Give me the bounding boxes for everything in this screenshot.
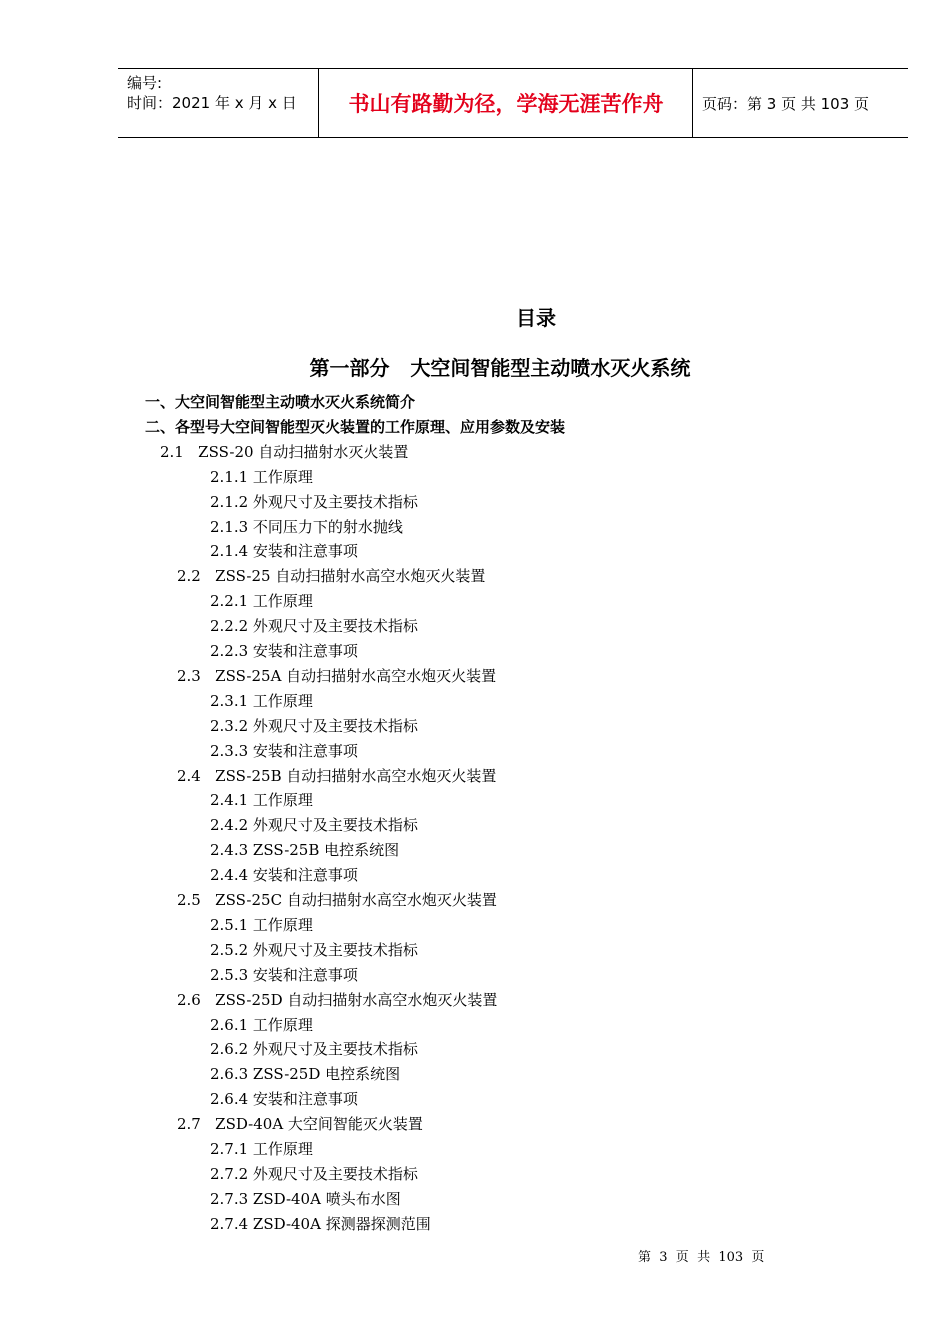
header-meta — [127, 73, 297, 113]
toc-subsection: 2.3.2 外观尺寸及主要技术指标 — [210, 716, 418, 735]
header-divider — [318, 69, 319, 137]
toc-subsection: 2.7.1 工作原理 — [210, 1140, 313, 1158]
page-footer: 第 3 页 共 103 页 — [638, 1250, 765, 1265]
toc-subsection: 2.2.3 安装和注意事项 — [210, 642, 358, 660]
header-number-label: 编号: — [127, 74, 163, 92]
toc-chapter: 2.7 ZSD-40A 大空间智能灭火装置 — [177, 1115, 423, 1134]
toc-chapter: 2.5 ZSS-25C 自动扫描射水高空水炮灭火装置 — [177, 891, 497, 909]
toc-subsection: 2.4.1 工作原理 — [210, 791, 313, 810]
toc-subsection: 2.1.3 不同压力下的射水抛线 — [210, 517, 403, 536]
toc-subsection: 2.5.3 安装和注意事项 — [210, 965, 358, 984]
toc-subsection: 2.3.1 工作原理 — [210, 691, 313, 710]
toc-subsection: 2.4.2 外观尺寸及主要技术指标 — [210, 816, 418, 835]
toc-chapter: 2.1 ZSS-20 自动扫描射水灭火装置 — [160, 442, 409, 461]
toc-subsection: 2.7.3 ZSD-40A 喷头布水图 — [210, 1189, 401, 1208]
toc-subsection: 2.5.1 工作原理 — [210, 915, 313, 934]
page-header — [118, 68, 908, 138]
toc-subsection: 2.7.2 外观尺寸及主要技术指标 — [210, 1164, 418, 1183]
toc-subsection: 2.1.4 安装和注意事项 — [210, 542, 358, 561]
toc-subsection: 2.6.1 工作原理 — [210, 1015, 313, 1034]
toc-section: 一、大空间智能型主动喷水灭火系统简介 — [145, 393, 416, 411]
toc-subsection: 2.5.2 外观尺寸及主要技术指标 — [210, 940, 418, 959]
toc-subsection: 2.6.2 外观尺寸及主要技术指标 — [210, 1040, 418, 1059]
toc-subsection: 2.4.3 ZSS-25B 电控系统图 — [210, 841, 400, 860]
toc-chapter: 2.3 ZSS-25A 自动扫描射水高空水炮灭火装置 — [177, 666, 497, 685]
part-title: 第一部分 大空间智能型主动喷水灭火系统 — [309, 356, 691, 380]
toc-chapter: 2.2 ZSS-25 自动扫描射水高空水炮灭火装置 — [177, 567, 486, 586]
toc-subsection: 2.1.2 外观尺寸及主要技术指标 — [210, 492, 418, 511]
header-motto: 书山有路勤为径，学海无涯苦作舟 — [348, 92, 664, 116]
header-divider — [692, 69, 693, 137]
toc-section: 二、各型号大空间智能型灭火装置的工作原理、应用参数及安装 — [145, 417, 566, 436]
toc-subsection: 2.7.4 ZSD-40A 探测器探测范围 — [210, 1214, 431, 1233]
toc-title: 目录 — [516, 306, 556, 330]
toc-subsection: 2.1.1 工作原理 — [210, 467, 313, 486]
toc-subsection: 2.3.3 安装和注意事项 — [210, 741, 358, 760]
toc-chapter: 2.6 ZSS-25D 自动扫描射水高空水炮灭火装置 — [177, 990, 498, 1009]
toc-subsection: 2.4.4 安装和注意事项 — [210, 866, 358, 885]
toc-subsection: 2.2.1 工作原理 — [210, 592, 313, 611]
toc-subsection: 2.6.4 安装和注意事项 — [210, 1090, 358, 1109]
toc-subsection: 2.2.2 外观尺寸及主要技术指标 — [210, 617, 418, 636]
toc-subsection: 2.6.3 ZSS-25D 电控系统图 — [210, 1065, 401, 1084]
header-page-info: 页码：第 3 页 共 103 页 — [702, 94, 870, 113]
header-time-label: 时间：2021 年 x 月 x 日 — [127, 94, 297, 112]
toc-chapter: 2.4 ZSS-25B 自动扫描射水高空水炮灭火装置 — [177, 766, 497, 785]
